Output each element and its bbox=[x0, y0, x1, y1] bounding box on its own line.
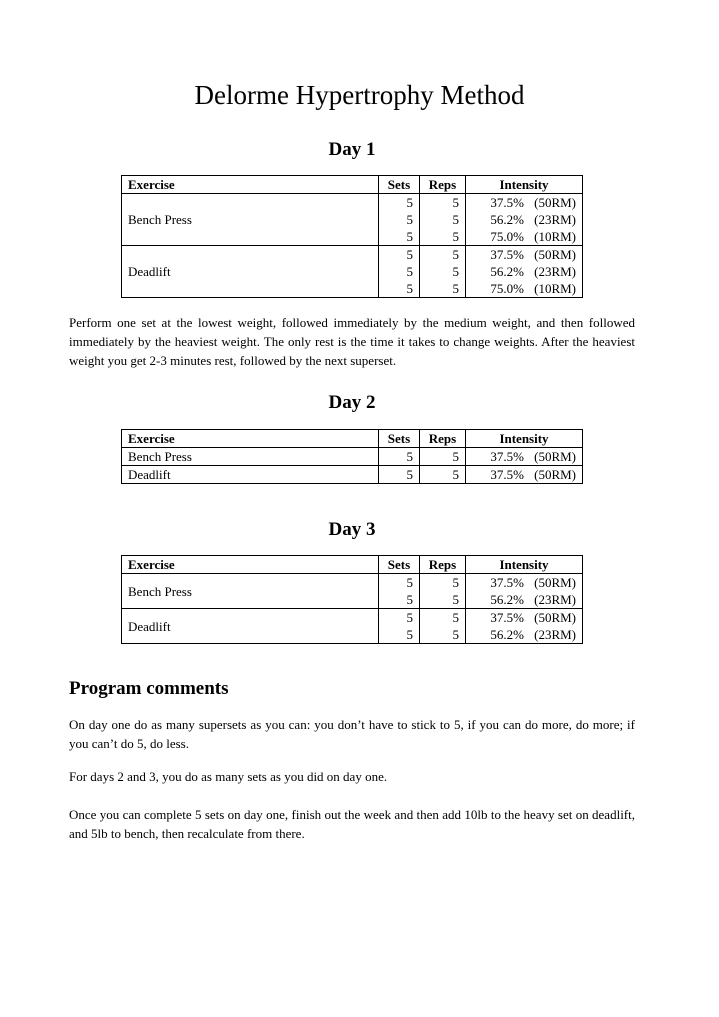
intensity-cell bbox=[466, 448, 583, 466]
reps-cell: 5 bbox=[420, 574, 466, 592]
intensity-rm: (50RM) bbox=[534, 610, 576, 625]
sets-cell: 5 bbox=[379, 263, 420, 280]
table-header-row bbox=[122, 176, 583, 194]
table-row bbox=[122, 466, 583, 484]
day-2-heading: Day 2 bbox=[328, 392, 376, 413]
intensity-percent: 75.0% bbox=[490, 281, 524, 296]
intensity-cell bbox=[466, 574, 583, 592]
intensity-percent: 56.2% bbox=[490, 264, 524, 279]
header-reps: Reps bbox=[420, 176, 466, 194]
intensity-cell bbox=[466, 591, 583, 609]
sets-cell: 5 bbox=[379, 228, 420, 246]
sets-cell: 5 bbox=[379, 246, 420, 264]
sets-cell: 5 bbox=[379, 591, 420, 609]
intensity-rm: (50RM) bbox=[534, 575, 576, 590]
header-exercise: Exercise bbox=[122, 430, 379, 448]
intensity-rm: (23RM) bbox=[534, 212, 576, 227]
comment-2: For days 2 and 3, you do as many sets as you did on day one. bbox=[69, 769, 388, 784]
intensity-cell bbox=[466, 466, 583, 484]
intensity-rm: (50RM) bbox=[534, 449, 576, 464]
intensity-cell bbox=[466, 246, 583, 264]
header-reps: Reps bbox=[420, 556, 466, 574]
reps-cell: 5 bbox=[420, 466, 466, 484]
header-exercise: Exercise bbox=[122, 556, 379, 574]
comment-1: On day one do as many supersets as you can: you don’t have to stick to 5, if you can do more, do more; if you can’t do 5, do less. bbox=[69, 717, 635, 751]
intensity-rm: (23RM) bbox=[534, 627, 576, 642]
reps-cell: 5 bbox=[420, 591, 466, 609]
intensity-percent: 56.2% bbox=[490, 627, 524, 642]
intensity-cell bbox=[466, 194, 583, 212]
intensity-cell bbox=[466, 263, 583, 280]
intensity-percent: 37.5% bbox=[490, 449, 524, 464]
intensity-percent: 75.0% bbox=[490, 229, 524, 244]
header-sets: Sets bbox=[379, 176, 420, 194]
reps-cell: 5 bbox=[420, 246, 466, 264]
table-row bbox=[122, 194, 583, 212]
intensity-rm: (23RM) bbox=[534, 264, 576, 279]
intensity-percent: 37.5% bbox=[490, 575, 524, 590]
header-intensity: Intensity bbox=[466, 176, 583, 194]
reps-cell: 5 bbox=[420, 448, 466, 466]
exercise-name: Bench Press bbox=[122, 448, 379, 466]
intensity-cell bbox=[466, 609, 583, 627]
intensity-percent: 56.2% bbox=[490, 592, 524, 607]
intensity-cell bbox=[466, 280, 583, 298]
day-1-note: Perform one set at the lowest weight, followed immediately by the medium weight, and then followed immediately by the heaviest weight. The only rest is the time it takes to change weights. After the heaviest weight you get 2-3 minutes rest, followed by the next superset. bbox=[69, 315, 635, 368]
day-3-table bbox=[121, 555, 583, 644]
comments-heading: Program comments bbox=[69, 678, 229, 699]
header-sets: Sets bbox=[379, 430, 420, 448]
exercise-name: Deadlift bbox=[122, 466, 379, 484]
intensity-percent: 37.5% bbox=[490, 247, 524, 262]
header-reps: Reps bbox=[420, 430, 466, 448]
exercise-name: Bench Press bbox=[122, 574, 379, 609]
sets-cell: 5 bbox=[379, 609, 420, 627]
header-exercise: Exercise bbox=[122, 176, 379, 194]
reps-cell: 5 bbox=[420, 609, 466, 627]
header-intensity: Intensity bbox=[466, 556, 583, 574]
reps-cell: 5 bbox=[420, 194, 466, 212]
day-3-heading: Day 3 bbox=[328, 519, 376, 540]
sets-cell: 5 bbox=[379, 466, 420, 484]
intensity-percent: 37.5% bbox=[490, 195, 524, 210]
day-2-table bbox=[121, 429, 583, 484]
reps-cell: 5 bbox=[420, 211, 466, 228]
intensity-cell bbox=[466, 211, 583, 228]
header-sets: Sets bbox=[379, 556, 420, 574]
reps-cell: 5 bbox=[420, 280, 466, 298]
day-1-table bbox=[121, 175, 583, 298]
table-header-row bbox=[122, 430, 583, 448]
sets-cell: 5 bbox=[379, 626, 420, 644]
table-row bbox=[122, 609, 583, 627]
exercise-name: Bench Press bbox=[122, 194, 379, 246]
reps-cell: 5 bbox=[420, 626, 466, 644]
sets-cell: 5 bbox=[379, 574, 420, 592]
reps-cell: 5 bbox=[420, 263, 466, 280]
intensity-percent: 37.5% bbox=[490, 467, 524, 482]
intensity-rm: (10RM) bbox=[534, 229, 576, 244]
intensity-rm: (50RM) bbox=[534, 247, 576, 262]
intensity-rm: (10RM) bbox=[534, 281, 576, 296]
comment-3: Once you can complete 5 sets on day one, finish out the week and then add 10lb to the heavy set on deadlift, and 5lb to bench, then recalculate from there. bbox=[69, 807, 635, 841]
exercise-name: Deadlift bbox=[122, 609, 379, 644]
sets-cell: 5 bbox=[379, 448, 420, 466]
intensity-cell bbox=[466, 228, 583, 246]
sets-cell: 5 bbox=[379, 211, 420, 228]
exercise-name: Deadlift bbox=[122, 246, 379, 298]
intensity-percent: 37.5% bbox=[490, 610, 524, 625]
intensity-rm: (50RM) bbox=[534, 467, 576, 482]
intensity-rm: (23RM) bbox=[534, 592, 576, 607]
intensity-cell bbox=[466, 626, 583, 644]
table-row bbox=[122, 246, 583, 264]
table-header-row bbox=[122, 556, 583, 574]
day-1-heading: Day 1 bbox=[328, 139, 376, 160]
sets-cell: 5 bbox=[379, 280, 420, 298]
table-row bbox=[122, 448, 583, 466]
page-title: Delorme Hypertrophy Method bbox=[194, 80, 525, 110]
sets-cell: 5 bbox=[379, 194, 420, 212]
header-intensity: Intensity bbox=[466, 430, 583, 448]
intensity-rm: (50RM) bbox=[534, 195, 576, 210]
reps-cell: 5 bbox=[420, 228, 466, 246]
intensity-percent: 56.2% bbox=[490, 212, 524, 227]
table-row bbox=[122, 574, 583, 592]
